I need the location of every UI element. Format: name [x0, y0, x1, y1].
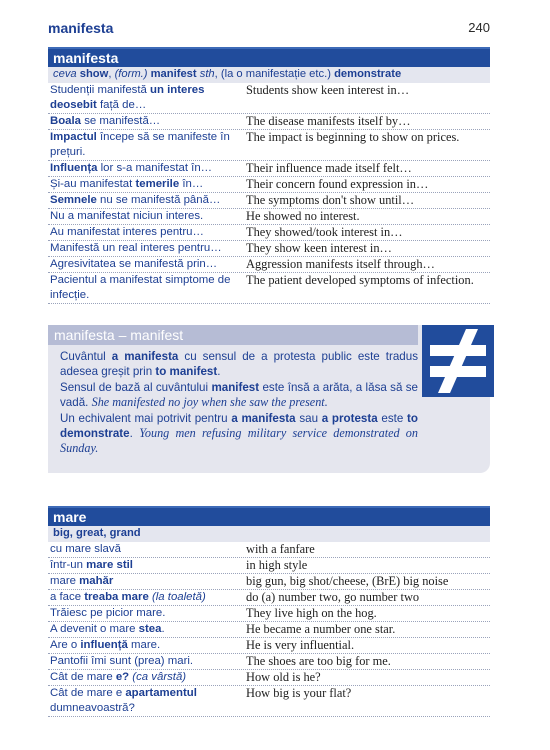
- phrase-part: a face: [50, 591, 85, 603]
- phrase-part: mare.: [127, 639, 161, 651]
- w-term: a protesta: [321, 411, 378, 425]
- example-row: [48, 638, 490, 654]
- romanian-phrase: [48, 83, 246, 113]
- phrase-part: Studenții manifestă: [50, 84, 151, 96]
- w-term: a manifesta: [231, 411, 296, 425]
- phrase-part: dumneavoastră?: [50, 702, 135, 714]
- romanian-phrase: [48, 654, 246, 669]
- romanian-phrase: [48, 606, 246, 621]
- romanian-phrase: [48, 622, 246, 637]
- phrase-part: A devenit o mare: [50, 623, 139, 635]
- phrase-part: cu mare slavă: [50, 543, 121, 555]
- w-text: .: [217, 365, 221, 379]
- english-translation: do (a) number two, go number two: [246, 590, 420, 604]
- romanian-phrase: [48, 161, 246, 176]
- example-row: [48, 574, 490, 590]
- example-row: [48, 241, 490, 257]
- keyword: Boala: [50, 115, 82, 127]
- phrase-part: lor s-a manifestat în…: [97, 162, 213, 174]
- english-translation: Aggression manifests itself through…: [246, 257, 435, 271]
- example-row: [48, 542, 490, 558]
- w-text: Un echivalent mai potrivit pentru: [60, 411, 232, 425]
- keyword: apartamentul: [125, 687, 197, 699]
- keyword: mahăr: [79, 575, 114, 587]
- phrase-part: față de…: [96, 99, 147, 111]
- phrase-part: Au manifestat interes pentru…: [50, 226, 204, 238]
- sense-context: , (la o manifestație etc.): [214, 68, 335, 80]
- example-row: [48, 590, 490, 606]
- example-row: [48, 209, 490, 225]
- english-translation: big gun, big shot/cheese, (BrE) big noise: [246, 574, 449, 588]
- w-text: .: [129, 427, 140, 441]
- sense-manifest: manifest: [150, 68, 197, 80]
- romanian-phrase: [48, 638, 246, 653]
- example-row: [48, 114, 490, 130]
- keyword: influență: [80, 639, 128, 651]
- phrase-part: Manifestă un real interes pentru…: [50, 242, 222, 254]
- keyword: Semnele: [50, 194, 97, 206]
- english-translation: Students show keen interest in…: [246, 83, 410, 97]
- romanian-phrase: [48, 209, 246, 224]
- keyword: un interes deosebit: [50, 84, 205, 111]
- english-translation: He is very influential.: [246, 638, 355, 652]
- romanian-phrase: [48, 225, 246, 240]
- w-text: este însă a arăta, a lăsa să se vadă.: [60, 380, 418, 410]
- romanian-phrase: [48, 177, 246, 192]
- keyword: temerile: [135, 178, 180, 190]
- example-row: [48, 670, 490, 686]
- example-row: [48, 193, 490, 209]
- phrase-part: nu se manifestă până…: [96, 194, 221, 206]
- page-number: 240: [468, 20, 490, 35]
- example-row: [48, 161, 490, 177]
- romanian-phrase: [48, 574, 246, 589]
- english-translation: in high style: [246, 558, 308, 572]
- english-translation: He became a number one star.: [246, 622, 396, 636]
- phrase-part: în…: [179, 178, 204, 190]
- sense-demonstrate: demonstrate: [334, 68, 402, 80]
- false-friend-text: [60, 349, 418, 457]
- sense-sep: ,: [108, 68, 115, 80]
- w-text: Cuvântul: [60, 350, 112, 363]
- romanian-phrase: [48, 130, 246, 160]
- example-row: [48, 257, 490, 273]
- romanian-phrase: [48, 670, 246, 685]
- sense-pre: ceva: [53, 68, 80, 80]
- sense-show: show: [79, 68, 109, 80]
- phrase-part: Pacientul a manifestat simptome de infecție.: [50, 274, 231, 301]
- sense-sth: sth: [196, 68, 215, 80]
- phrase-part: Cât de mare e: [50, 687, 126, 699]
- phrase-part: Și-au manifestat: [50, 178, 136, 190]
- false-friend-box: [48, 325, 490, 473]
- w-term: to manifest: [155, 365, 218, 379]
- english-translation: The disease manifests itself by…: [246, 114, 411, 128]
- keyword: e?: [115, 671, 130, 683]
- w-example: She manifested no joy when she saw the present.: [91, 395, 328, 410]
- phrase-part: (ca vârstă): [129, 671, 187, 683]
- phrase-part: Pantofii îmi sunt (prea) mari.: [50, 655, 194, 667]
- english-translation: Their concern found expression in…: [246, 177, 429, 191]
- phrase-part: Cât de mare: [50, 671, 116, 683]
- phrase-part: Trăiesc pe picior mare.: [50, 607, 166, 619]
- w-term: manifest: [211, 380, 260, 394]
- english-translation: with a fanfare: [246, 542, 315, 556]
- english-translation: How old is he?: [246, 670, 321, 684]
- page-header: [48, 18, 490, 40]
- romanian-phrase: [48, 114, 246, 129]
- phrase-part: .: [161, 623, 165, 635]
- keyword: Influența: [50, 162, 98, 174]
- example-row: [48, 654, 490, 670]
- not-equal-icon: [422, 325, 494, 397]
- w-text: cu sensul de a protesta public este tradus adesea greșit prin: [60, 350, 418, 379]
- sense-line: big, great, grand: [48, 526, 490, 542]
- w-term: to demonstrate: [60, 411, 418, 441]
- sense-line: [48, 67, 490, 83]
- example-row: [48, 686, 490, 717]
- w-term: a manifesta: [111, 350, 179, 363]
- running-head: manifesta: [48, 20, 114, 36]
- english-translation: They showed/took interest in…: [246, 225, 403, 239]
- phrase-part: Are o: [50, 639, 81, 651]
- false-friend-title: manifesta – manifest: [48, 325, 418, 345]
- romanian-phrase: [48, 257, 246, 272]
- example-row: [48, 606, 490, 622]
- w-text: este: [377, 411, 408, 425]
- english-translation: The shoes are too big for me.: [246, 654, 391, 668]
- sense-register: (form.): [114, 68, 151, 80]
- english-translation: How big is your flat?: [246, 686, 352, 700]
- entry-mare: [48, 506, 490, 717]
- w-text: Sensul de bază al cuvântului: [60, 380, 212, 394]
- entry-manifesta: [48, 47, 490, 304]
- example-row: [48, 622, 490, 638]
- entry-headword: mare: [48, 506, 490, 526]
- phrase-part: începe să se manifeste în prețuri.: [50, 131, 230, 158]
- example-row: [48, 83, 490, 114]
- keyword: stea: [138, 623, 162, 635]
- example-row: [48, 225, 490, 241]
- phrase-part: Nu a manifestat niciun interes.: [50, 210, 204, 222]
- w-text: sau: [295, 411, 322, 425]
- example-list: [48, 83, 490, 304]
- phrase-part: mare: [50, 575, 80, 587]
- english-translation: Their influence made itself felt…: [246, 161, 412, 175]
- english-translation: The impact is beginning to show on prices.: [246, 130, 460, 144]
- w-example: Young men refusing military service demonstrated on Sunday.: [60, 426, 418, 456]
- english-translation: The patient developed symptoms of infection.: [246, 273, 474, 287]
- romanian-phrase: [48, 590, 246, 605]
- phrase-part: Agresivitatea se manifestă prin…: [50, 258, 218, 270]
- entry-headword: manifesta: [48, 47, 490, 67]
- example-row: [48, 177, 490, 193]
- example-row: [48, 130, 490, 161]
- keyword: Impactul: [50, 131, 97, 143]
- phrase-part: (la toaletă): [148, 591, 206, 603]
- keyword: treaba mare: [84, 591, 149, 603]
- romanian-phrase: [48, 241, 246, 256]
- english-translation: They show keen interest in…: [246, 241, 392, 255]
- romanian-phrase: [48, 558, 246, 573]
- phrase-part: se manifestă…: [81, 115, 161, 127]
- english-translation: They live high on the hog.: [246, 606, 377, 620]
- romanian-phrase: [48, 542, 246, 557]
- example-list: [48, 542, 490, 717]
- example-row: [48, 558, 490, 574]
- romanian-phrase: [48, 193, 246, 208]
- keyword: mare stil: [86, 559, 133, 571]
- example-row: [48, 273, 490, 304]
- phrase-part: într-un: [50, 559, 87, 571]
- english-translation: The symptoms don't show until…: [246, 193, 415, 207]
- romanian-phrase: [48, 273, 246, 303]
- english-translation: He showed no interest.: [246, 209, 360, 223]
- romanian-phrase: [48, 686, 246, 716]
